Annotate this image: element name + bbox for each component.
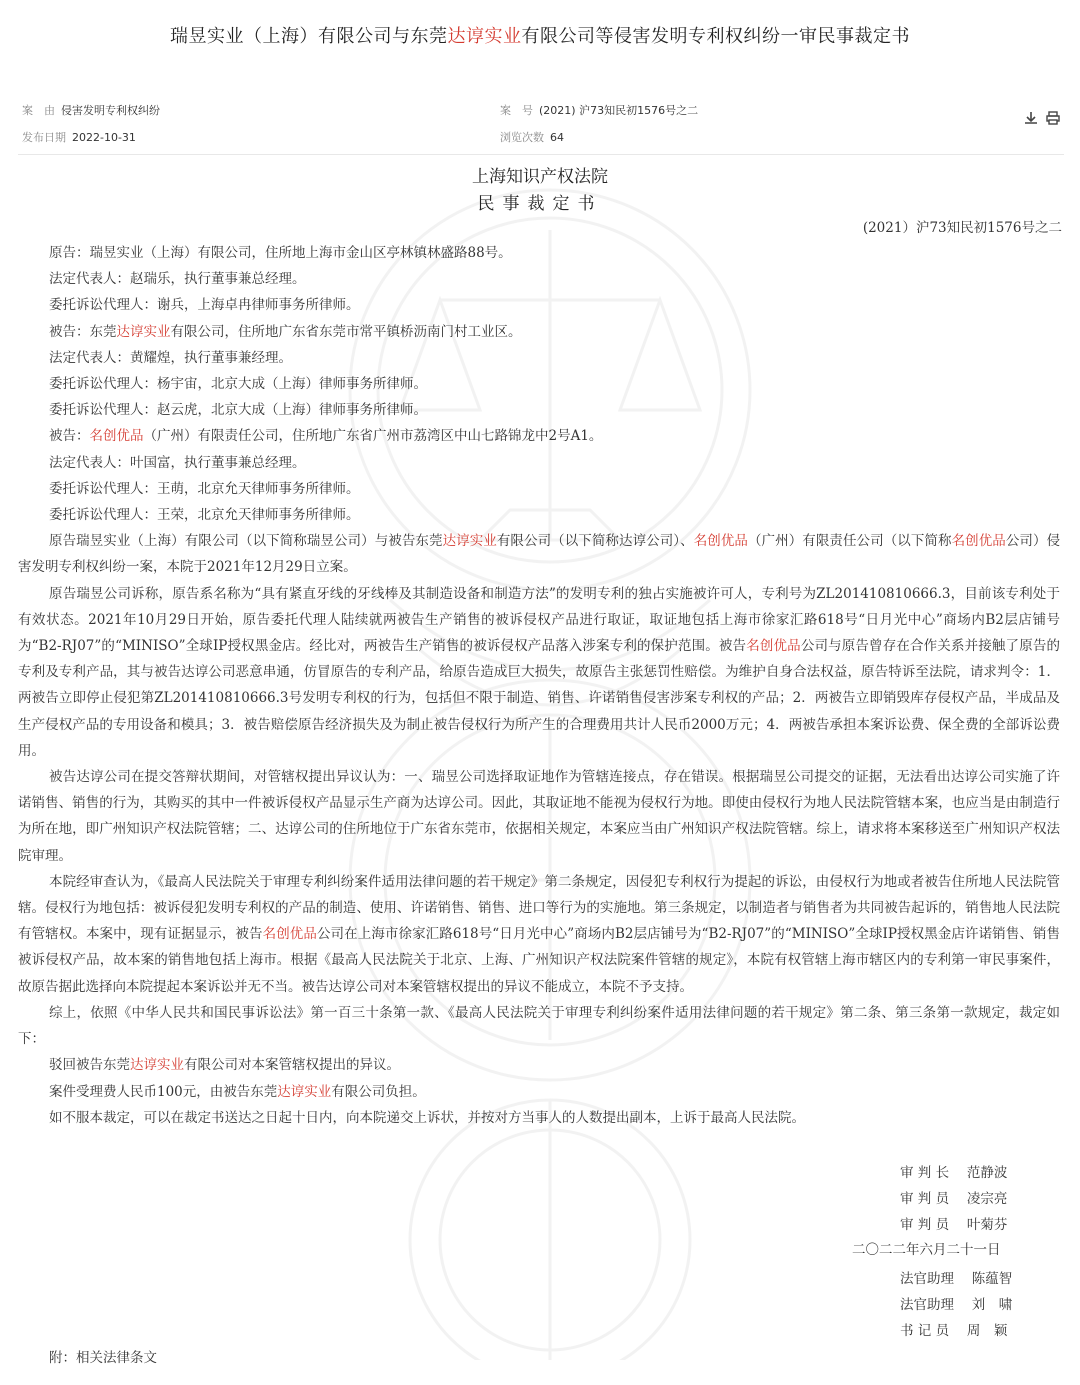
highlight-dazhun: 达谆实业	[116, 323, 171, 340]
text-segment: 案件受理费人民币100元，由被告东莞	[49, 1083, 278, 1100]
highlight-dazhun: 达谆实业	[130, 1057, 184, 1074]
court-name: 上海知识产权法院	[472, 167, 608, 187]
highlight-miniso: 名创优品	[693, 533, 748, 550]
signature-assistant-2: 法官助理 刘 啸	[900, 1297, 1013, 1313]
jurisdiction-objection-paragraph: 被告达谆公司在提交答辩状期间，对管辖权提出异议认为：一、瑞昱公司选择取证地作为管辖连接点，存在错误。根据瑞昱公司提交的证据，无法看出达谆公司实施了许诺销售、销售的行为，其购买的其中一件被诉侵权产品显示生产商为达谆公司。因此，其取证地不能视为侵权行为地。即使由侵权行为地人民法院管辖本案，也应当是由制造行为所在地，即广州知识产权法院管辖；二、达谆公司的住所地位于广东省东莞市，依据相关规定，本案应当由广州知识产权法院管辖。综上，请求将本案移送至广州知识产权法院审理。	[18, 769, 1060, 864]
plaintiff-claims-paragraph	[18, 581, 1060, 764]
text-segment: 有限公司（以下简称达谆公司）、	[496, 533, 694, 550]
case-intro-paragraph	[18, 528, 1060, 580]
highlight-miniso: 名创优品	[746, 638, 801, 655]
document-type: 民事裁定书	[477, 194, 603, 214]
meta-date-value: 2022-10-31	[72, 131, 136, 144]
signature-assistant-1: 法官助理 陈蕴智	[900, 1271, 1013, 1287]
meta-cause-label: 案 由	[22, 104, 55, 117]
ruling-item-2	[18, 1079, 1060, 1105]
text-segment: 被告：	[49, 428, 90, 445]
highlight-miniso: 名创优品	[262, 926, 317, 943]
text-segment: （广州）有限责任公司，住所地广东省广州市荔湾区中山七路锦龙中2号A1。	[143, 428, 603, 445]
document-body	[18, 240, 1060, 1131]
meta-cause-value: 侵害发明专利权纠纷	[61, 104, 160, 117]
defendant-1-agent-2: 委托诉讼代理人：赵云虎，北京大成（上海）律师事务所律师。	[49, 402, 427, 419]
meta-views	[500, 129, 564, 145]
signature-judge-1: 审 判 员 凌宗亮	[900, 1191, 1008, 1207]
text-segment: 公司在上海市徐家汇路618号“日月光中心”商场内B2层店铺号为“B2-RJ07”的“MINISO”全球IP授权黑金店许诺销售、销售被诉侵权产品，故本案的销售地包括上海市。根据《最高人民法院关于北京、上海、广州知识产权法院案件管辖的规定》，本院有权管辖上海市辖区内的专利第一审民事案件，故原告据此选择向本院提起本案诉讼并无不当。被告达谆公司对本案管辖权提出的异议不能成立，本院不予支持。	[18, 926, 1061, 995]
signature-clerk: 书 记 员 周 颖	[900, 1323, 1008, 1339]
meta-date	[22, 129, 136, 145]
text-segment: 有限公司，住所地广东省东莞市常平镇桥沥南门村工业区。	[170, 323, 522, 340]
ruling-item-1	[18, 1052, 1060, 1078]
title-highlight: 达谆实业	[447, 26, 522, 47]
download-icon[interactable]	[1024, 114, 1042, 129]
text-segment: 本院经审查认为，《最高人民法院关于审理专利纠纷案件适用法律问题的若干规定》第二条规定，因侵犯专利权行为提起的诉讼，由侵权行为地或者被告住所地人民法院管辖。侵权行为地包括：被诉侵犯发明专利权的产品的制造、使用、许诺销售、销售、进口等行为的实施地。第三条规定，以制造者与销售者为共同被告起诉的，销售地人民法院有管辖权。本案中，现有证据显示，被告	[18, 873, 1060, 943]
text-segment: 原告瑞昱公司诉称，原告系名称为“具有紧直牙线的牙线棒及其制造设备和制造方法”的发明专利的独占实施被许可人，专利号为ZL201410810666.3，目前该专利处于有效状态。2021年10月29日开始，原告委托代理人陆续就两被告生产销售的被诉侵权产品进行取证，取证地包括上海市徐家汇路618号“日月光中心”商场内B2层店铺号为“B2-RJ07”的“MINISO”全球IP授权黑金店。经比对，两被告生产销售的被诉侵权产品落入涉案专利的保护范围。被告	[18, 585, 1060, 655]
meta-caseno-value: (2021) 沪73知民初1576号之二	[539, 104, 699, 117]
signature-judge-2: 审 判 员 叶菊芬	[900, 1217, 1008, 1233]
ruling-basis-paragraph: 综上，依照《中华人民共和国民事诉讼法》第一百三十条第一款、《最高人民法院关于审理专利纠纷案件适用法律问题的若干规定》第二条、第三条第一款规定，裁定如下：	[18, 1004, 1060, 1048]
party-plaintiff: 原告：瑞昱实业（上海）有限公司，住所地上海市金山区亭林镇林盛路88号。	[49, 245, 512, 261]
party-defendant-2	[18, 423, 1060, 449]
toolbar	[1024, 111, 1064, 129]
signature-presiding-judge: 审 判 长 范静波	[900, 1165, 1008, 1181]
meta-caseno-label: 案 号	[500, 104, 533, 117]
highlight-miniso: 名创优品	[951, 533, 1006, 550]
case-number: (2021）沪73知民初1576号之二	[862, 220, 1062, 236]
print-icon[interactable]	[1046, 114, 1060, 129]
meta-date-label: 发布日期	[22, 131, 66, 144]
appeal-notice: 如不服本裁定，可以在裁定书送达之日起十日内，向本院递交上诉状，并按对方当事人的人数提出副本，上诉于最高人民法院。	[49, 1109, 805, 1126]
title-part-a: 瑞昱实业（上海）有限公司与东莞	[170, 26, 448, 47]
text-segment: 有限公司负担。	[331, 1083, 426, 1100]
attachment-note: 附：相关法律条文	[49, 1350, 157, 1366]
meta-caseno	[500, 102, 698, 118]
meta-cause	[22, 102, 160, 118]
title-part-b: 有限公司等侵害发明专利权纠纷一审民事裁定书	[521, 26, 910, 47]
defendant-1-representative: 法定代表人：黄耀煌，执行董事兼经理。	[49, 349, 292, 366]
defendant-2-agent-1: 委托诉讼代理人：王萌，北京允天律师事务所律师。	[49, 480, 360, 497]
court-reasoning-paragraph	[18, 869, 1060, 1000]
text-segment: 被告：东莞	[49, 323, 117, 340]
meta-views-value: 64	[550, 131, 564, 144]
divider	[18, 154, 1064, 155]
text-segment: 驳回被告东莞	[49, 1057, 130, 1074]
highlight-dazhun: 达谆实业	[442, 533, 497, 550]
defendant-1-agent-1: 委托诉讼代理人：杨宇宙，北京大成（上海）律师事务所律师。	[49, 376, 427, 393]
highlight-miniso: 名创优品	[89, 428, 144, 445]
defendant-2-representative: 法定代表人：叶国富，执行董事兼总经理。	[49, 454, 306, 471]
plaintiff-agent: 委托诉讼代理人：谢兵，上海卓冉律师事务所律师。	[49, 297, 360, 314]
defendant-2-agent-2: 委托诉讼代理人：王荣，北京允天律师事务所律师。	[49, 507, 360, 524]
meta-views-label: 浏览次数	[500, 131, 544, 144]
plaintiff-representative: 法定代表人：赵瑞乐，执行董事兼总经理。	[49, 271, 306, 288]
highlight-dazhun: 达谆实业	[277, 1083, 332, 1100]
ruling-date: 二〇二二年六月二十一日	[852, 1242, 1001, 1258]
text-segment: （广州）有限责任公司（以下简称	[747, 533, 952, 550]
text-segment: 有限公司对本案管辖权提出的异议。	[184, 1057, 400, 1074]
text-segment: 原告瑞昱实业（上海）有限公司（以下简称瑞昱公司）与被告东莞	[49, 533, 443, 550]
page-title	[0, 22, 1080, 48]
text-segment: 公司与原告曾存在合作关系并接触了原告的专利及专利产品，其与被告达谆公司恶意串通，仿冒原告的专利产品，给原告造成巨大损失，故原告主张惩罚性赔偿。为维护自身合法权益，原告特诉至法院，请求判令：1．两被告立即停止侵犯第ZL201410810666.3号发明专利权的行为，包括但不限于制造、销售、许诺销售侵害涉案专利权的产品；2．两被告立即销毁库存侵权产品，半成品及生产侵权产品的专用设备和模具；3．被告赔偿原告经济损失及为制止被告侵权行为所产生的合理费用共计人民币2000万元；4．两被告承担本案诉讼费、保全费的全部诉讼费用。	[18, 638, 1061, 759]
party-defendant-1	[18, 319, 1060, 345]
text-segment: 公司）侵害发明专利权纠纷一案，本院于2021年12月29日立案。	[18, 533, 1061, 576]
